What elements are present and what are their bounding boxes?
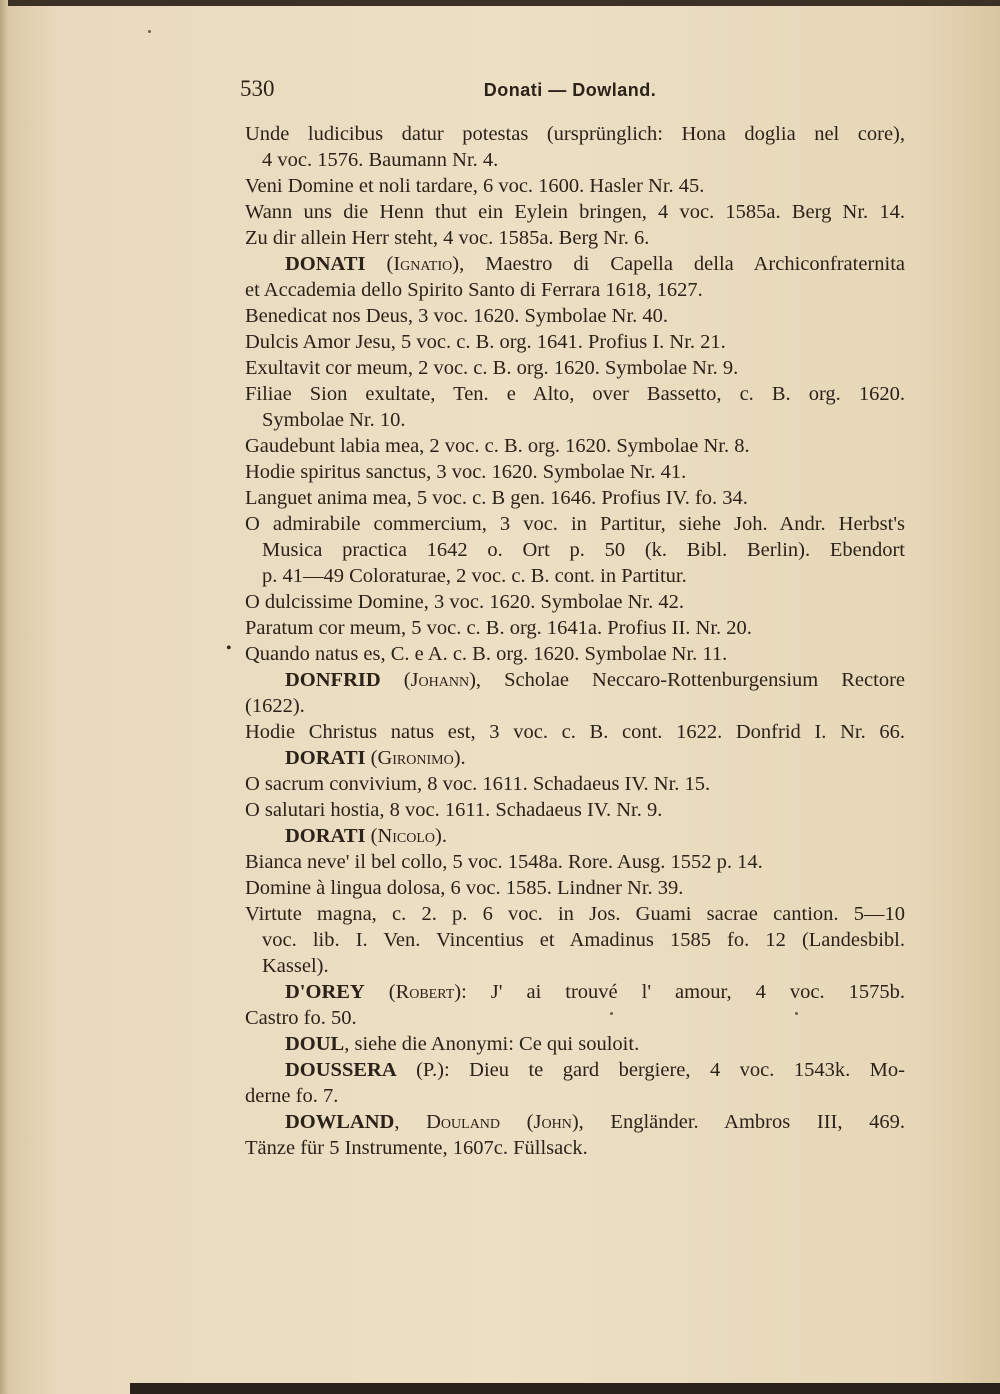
composer-name: DOUL [285, 1033, 345, 1055]
composer-description: , Scholae Neccaro-Rottenburgensium Rectore [475, 669, 905, 691]
heading-punctuation: . [441, 825, 447, 847]
text-line: Unde ludicibus datur potestas (ursprünglich: Hona doglia nel core), [245, 123, 905, 145]
text-line: (1622). [245, 695, 305, 717]
top-scan-edge [0, 0, 1000, 6]
composer-heading: DORATI (Gironimo). [285, 747, 466, 769]
text-line: Exultavit cor meum, 2 voc. c. B. org. 1620. Symbolae Nr. 9. [245, 357, 739, 379]
composer-description: : J' ai trouvé l' amour, 4 voc. 1575b. [461, 981, 906, 1003]
page-header [240, 76, 900, 110]
text-line: O dulcissime Domine, 3 voc. 1620. Symbolae Nr. 42. [245, 591, 684, 613]
text-line: Hodie spiritus sanctus, 3 voc. 1620. Symbolae Nr. 41. [245, 461, 687, 483]
composer-name: DONFRID [285, 669, 381, 691]
composer-name: DOUSSERA [285, 1059, 397, 1081]
composer-given-name: Johann [410, 669, 470, 691]
page-number: 530 [240, 76, 275, 101]
text-line: Gaudebunt labia mea, 2 voc. c. B. org. 1620. Symbolae Nr. 8. [245, 435, 750, 457]
composer-given-name: Nicolo [377, 825, 436, 847]
text-line: Wann uns die Henn thut ein Eylein bringen, 4 voc. 1585a. Berg Nr. 14. [245, 201, 905, 223]
composer-given-name: Robert [395, 981, 455, 1003]
running-title: Donati — Dowland. [483, 80, 657, 100]
text-line: 4 voc. 1576. Baumann Nr. 4. [262, 149, 499, 171]
composer-description: ), Engländer. Ambros III, 469. [571, 1111, 906, 1133]
margin-marker: • [226, 640, 232, 657]
scan-speck [795, 1012, 798, 1015]
text-line: Filiae Sion exultate, Ten. e Alto, over Bassetto, c. B. org. 1620. [245, 383, 905, 405]
text-line: Domine à lingua dolosa, 6 voc. 1585. Lindner Nr. 39. [245, 877, 684, 899]
composer-heading: DONFRID (Johann), Scholae Neccaro-Rottenburgensium Rectore [285, 669, 905, 691]
composer-description: , siehe die Anonymi: Ce qui souloit. [344, 1033, 640, 1055]
scan-speck [610, 1012, 613, 1015]
text-line: Castro fo. 50. [245, 1007, 357, 1029]
composer-heading: DORATI (Nicolo). [285, 825, 447, 847]
text-line: Quando natus es, C. e A. c. B. org. 1620. Symbolae Nr. 11. [245, 643, 728, 665]
text-line: O salutari hostia, 8 voc. 1611. Schadaeus IV. Nr. 9. [245, 799, 663, 821]
scan-speck [148, 30, 151, 33]
text-line: Dulcis Amor Jesu, 5 voc. c. B. org. 1641. Profius I. Nr. 21. [245, 331, 726, 353]
text-line: O admirabile commercium, 3 voc. in Partitur, siehe Joh. Andr. Herbst's [245, 513, 905, 535]
composer-initial: (P.) [396, 1059, 445, 1081]
composer-name: DOWLAND [285, 1111, 395, 1133]
composer-given-name: John [533, 1111, 572, 1133]
composer-name: DORATI [285, 825, 366, 847]
text-line: Languet anima mea, 5 voc. c. B gen. 1646. Profius IV. fo. 34. [245, 487, 748, 509]
bottom-scan-edge [130, 1383, 1000, 1394]
composer-name: D'OREY [285, 981, 365, 1003]
composer-given-name: Ignatio [393, 253, 453, 275]
composer-description: : Dieu te gard bergiere, 4 voc. 1543k. Mo- [444, 1059, 905, 1081]
text-line: Benedicat nos Deus, 3 voc. 1620. Symbolae Nr. 40. [245, 305, 669, 327]
text-line: Kassel). [262, 955, 329, 977]
text-line: p. 41—49 Coloraturae, 2 voc. c. B. cont. in Partitur. [262, 565, 687, 587]
text-line: Symbolae Nr. 10. [262, 409, 406, 431]
heading-punctuation: . [460, 747, 466, 769]
text-line: Musica practica 1642 o. Ort p. 50 (k. Bibl. Berlin). Ebendort [262, 539, 905, 561]
text-line: O sacrum convivium, 8 voc. 1611. Schadaeus IV. Nr. 15. [245, 773, 711, 795]
composer-heading: D'OREY (Robert): J' ai trouvé l' amour, 4 voc. 1575b. [285, 981, 906, 1003]
text-line: Veni Domine et noli tardare, 6 voc. 1600. Hasler Nr. 45. [245, 175, 705, 197]
composer-heading: DOWLAND, Douland (John), Engländer. Ambros III, 469. [285, 1111, 906, 1133]
text-line: derne fo. 7. [245, 1085, 339, 1107]
text-line: voc. lib. I. Ven. Vincentius et Amadinus 1585 fo. 12 (Landesbibl. [262, 929, 905, 951]
composer-name: DORATI [285, 747, 366, 769]
composer-alt-name: , Douland [394, 1111, 501, 1133]
composer-heading [285, 1031, 639, 1057]
text-line: et Accademia dello Spirito Santo di Ferrara 1618, 1627. [245, 279, 703, 301]
text-line: Paratum cor meum, 5 voc. c. B. org. 1641a. Profius II. Nr. 20. [245, 617, 752, 639]
composer-name: DONATI [285, 253, 366, 275]
left-scan-edge [0, 0, 8, 1394]
composer-heading: DONATI (Ignatio), Maestro di Capella della Archiconfraternita [285, 253, 906, 275]
text-line: Bianca neve' il bel collo, 5 voc. 1548a. Rore. Ausg. 1552 p. 14. [245, 851, 763, 873]
text-line: Hodie Christus natus est, 3 voc. c. B. cont. 1622. Donfrid I. Nr. 66. [245, 721, 905, 743]
composer-description: , Maestro di Capella della Archiconfraternita [459, 253, 906, 275]
text-line: Virtute magna, c. 2. p. 6 voc. in Jos. Guami sacrae cantion. 5—10 [245, 903, 905, 925]
composer-given-name: Gironimo [377, 747, 454, 769]
composer-heading [285, 1057, 905, 1083]
text-line: Tänze für 5 Instrumente, 1607c. Füllsack. [245, 1137, 588, 1159]
text-line: Zu dir allein Herr steht, 4 voc. 1585a. Berg Nr. 6. [245, 227, 650, 249]
